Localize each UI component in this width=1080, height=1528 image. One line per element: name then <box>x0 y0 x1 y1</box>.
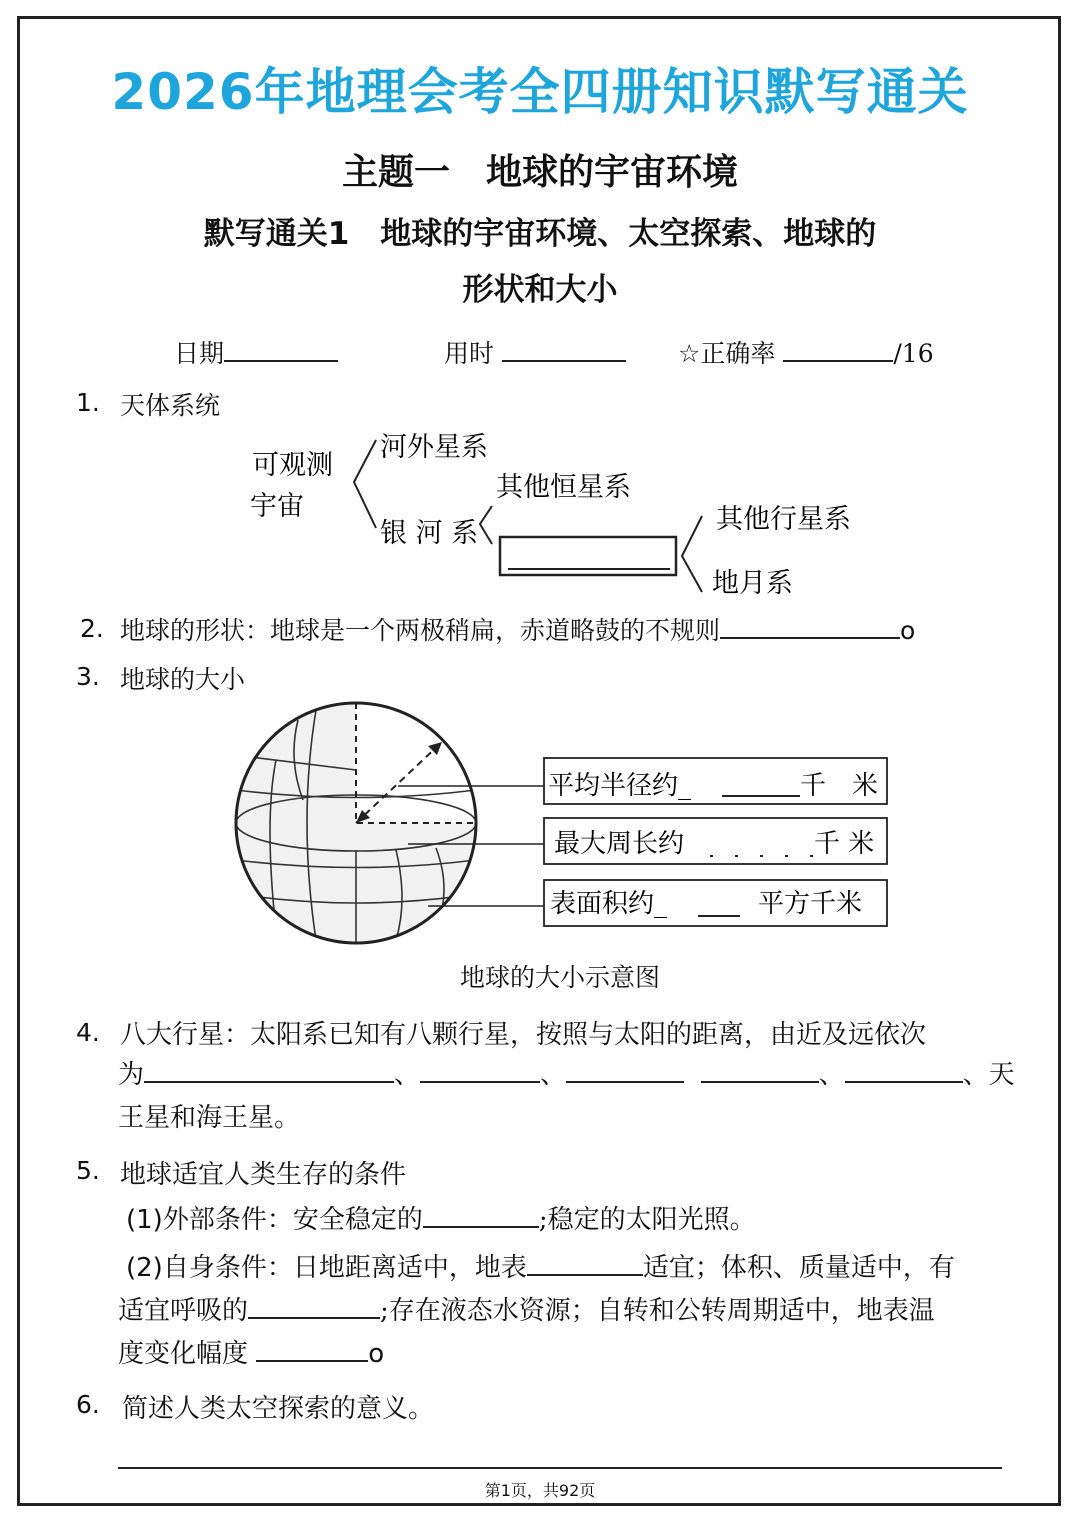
q4-line2 <box>118 1054 1015 1097</box>
date-label: 日期 <box>174 339 225 368</box>
q5-part1-label: (1)外部条件： <box>126 1205 293 1235</box>
q5-part2-line2 <box>118 1290 935 1333</box>
q4-prefix: 为 <box>118 1060 145 1090</box>
circumference-label: 最大周长约 <box>554 829 685 859</box>
q5-part2-line2b: ;存在液态水资源；自转和公转周期适中，地表温 <box>380 1296 935 1326</box>
q2-number: 2. <box>80 614 104 643</box>
date-field <box>174 334 338 370</box>
page-footer: 第1页，共92页 <box>484 1481 596 1500</box>
globe-grid <box>228 700 488 950</box>
observable-universe-line2: 宇宙 <box>250 491 304 522</box>
accuracy-field <box>678 334 934 370</box>
score-total: /16 <box>893 339 934 368</box>
q5-blank-2[interactable] <box>527 1250 643 1276</box>
earth-size-diagram <box>228 700 898 950</box>
earth-moon-label: 地月系 <box>712 568 793 599</box>
q4-line1: 八大行星：太阳系已知有八颗行星，按照与太阳的距离，由近及远依次 <box>120 1020 927 1050</box>
q3-number: 3. <box>76 662 100 691</box>
q5-part2-mid: 适宜；体积、质量适中，有 <box>642 1253 955 1283</box>
q5-number: 5. <box>76 1156 100 1185</box>
date-blank[interactable] <box>224 336 338 362</box>
planet-blank-5[interactable] <box>845 1057 963 1083</box>
q5-part1-end: ;稳定的太阳光照。 <box>538 1205 756 1235</box>
planet-blank-2[interactable] <box>420 1057 540 1083</box>
radius-unit: 千 米 <box>800 771 879 801</box>
circumference-unit: 千 米 <box>814 829 875 859</box>
q5-part2-label: (2)自身条件： <box>126 1253 293 1283</box>
area-unit: 平方千米 <box>758 889 863 919</box>
accuracy-blank[interactable] <box>783 336 893 362</box>
observable-universe-line1: 可观测 <box>252 450 333 481</box>
time-blank[interactable] <box>502 336 626 362</box>
q5-part2-line3 <box>118 1333 384 1376</box>
q5-title: 地球适宜人类生存的条件 <box>120 1160 407 1190</box>
area-label: 表面积约_ <box>550 889 668 919</box>
q2-blank[interactable] <box>720 613 900 639</box>
brace-universe <box>354 440 376 528</box>
q1-title: 天体系统 <box>120 391 221 420</box>
q5-part2-line2a: 适宜呼吸的 <box>118 1296 249 1326</box>
q6-number: 6. <box>76 1390 100 1419</box>
q5-blank-4[interactable] <box>256 1336 368 1362</box>
q5-end: o <box>368 1339 385 1369</box>
planet-blank-3[interactable] <box>566 1057 684 1083</box>
celestial-system-diagram <box>230 420 890 610</box>
q4-sep-4: 、 <box>818 1060 845 1090</box>
time-field <box>444 334 626 370</box>
q5-part2-line1 <box>126 1247 955 1290</box>
section-heading-line1: 默写通关1 地球的宇宙环境、太空探索、地球的 <box>203 216 877 252</box>
page-title: 2026年地理会考全四册知识默写通关 <box>111 63 969 121</box>
q4-tail: 、天 <box>962 1060 1015 1090</box>
brace-milky-way <box>480 506 492 544</box>
q6-title: 简述人类太空探索的意义。 <box>122 1394 435 1424</box>
theme-heading: 主题一 地球的宇宙环境 <box>341 152 738 193</box>
other-planets-label: 其他行星系 <box>716 504 851 535</box>
q5-part1 <box>126 1199 756 1242</box>
planet-blank-1[interactable] <box>144 1057 394 1083</box>
accuracy-label: ☆正确率 <box>678 339 776 368</box>
radius-label: 平均半径约_ <box>548 771 692 801</box>
q2-end: o <box>900 616 916 645</box>
q2-line <box>120 611 915 647</box>
q5-blank-1[interactable] <box>423 1202 539 1228</box>
q1-number: 1. <box>76 388 100 417</box>
q4-sep-1: 、 <box>394 1060 421 1090</box>
diagram-caption: 地球的大小示意图 <box>459 963 660 992</box>
q3-title: 地球的大小 <box>120 665 246 694</box>
time-label: 用时 <box>444 339 495 368</box>
q4-sep-2: 、 <box>540 1060 567 1090</box>
q5-part1-text: 安全稳定的 <box>292 1205 423 1235</box>
extragalactic-label: 河外星系 <box>380 432 488 463</box>
q5-part2-text: 日地距离适中，地表 <box>292 1253 527 1283</box>
other-stars-label: 其他恒星系 <box>496 472 631 503</box>
section-heading <box>0 206 1080 318</box>
q4-line3: 王星和海王星。 <box>118 1103 301 1133</box>
q2-text: 地球的形状：地球是一个两极稍扁，赤道略鼓的不规则 <box>120 616 721 645</box>
brace-solar-system <box>682 516 702 592</box>
planet-blank-4[interactable] <box>701 1057 819 1083</box>
milky-way-label: 银 河 系 <box>380 518 479 549</box>
footer-divider <box>118 1467 1002 1469</box>
section-heading-line2: 形状和大小 <box>462 272 618 308</box>
q5-blank-3[interactable] <box>248 1293 380 1319</box>
q4-number: 4. <box>76 1018 100 1047</box>
q5-part2-line3-text: 度变化幅度 <box>118 1339 249 1369</box>
